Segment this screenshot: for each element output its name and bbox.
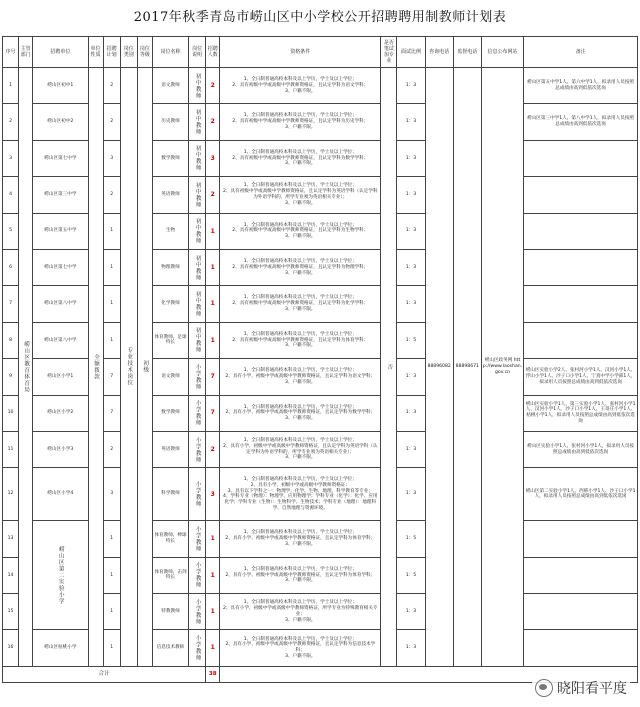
header-exam: 是否笔试加专业 (381, 37, 397, 68)
cell-ratio: 1：3 (397, 177, 425, 213)
cell-unit: 崂山区小学1 (33, 359, 88, 395)
cell-num: 2 (206, 68, 220, 104)
cell-post-desc (189, 104, 206, 140)
cond-line: 2、具有小学、初级中学或高级中学教师资格证，且认定学科为英语学科（认定学科为外语学科的，所学专业须为英语相关专业）； (223, 443, 378, 455)
table-header-row (3, 37, 638, 68)
cond-line: 1、全日制普通高校本科及以上学历，学士及以上学位； (243, 222, 357, 228)
cell-cond (220, 249, 381, 285)
cell-unit: 崂山区第七中学 (33, 249, 88, 285)
cell-post-desc (189, 213, 206, 249)
post-desc-text: 小学教师 (194, 363, 201, 390)
cell-post-name: 体育教师、棒球特长 (152, 521, 188, 557)
cond-line: 2、具有初级中学或高级中学教师资格证，且认定学科为生物学科； (232, 228, 369, 234)
header-post-cat: 岗位类别 (120, 37, 137, 68)
cell-unit: 崂山区第三中学 (33, 177, 88, 213)
table-body (3, 68, 638, 683)
cond-line: 3、户籍不限。 (285, 343, 316, 349)
cond-line: 2、具有初级中学或高级中学教师资格证，且认定学科为物理学科； (232, 264, 369, 270)
header-ratio: 面试比例 (397, 37, 425, 68)
cell-post-level-text: 初级 (142, 360, 149, 374)
cell-post-name: 语文教师 (152, 68, 188, 104)
cond-line: 1、全日制普通高校本科及以上学历，学士及以上学位； (243, 566, 357, 572)
cell-note (524, 213, 638, 249)
cond-line: 3、户籍不限。 (285, 234, 316, 240)
cond-line: 3、户籍不限。 (285, 270, 316, 276)
cell-ratio: 1：5 (397, 521, 425, 557)
header-super-tel: 监督电话 (453, 37, 481, 68)
cell-note: 崂山区第二实验小学1人、西韩小学1人、沙子口小学1人，拟录用人员按照总成绩由高到低依次选岗 (524, 468, 638, 521)
cond-line: 3、户籍不限。 (285, 200, 316, 206)
cell-seq: 1 (3, 68, 19, 104)
cell-post-desc (189, 359, 206, 395)
header-dept: 主管部门 (19, 37, 33, 68)
cond-line: 3、户籍不限。 (285, 416, 316, 422)
post-desc-text: 初中教师 (194, 291, 201, 318)
post-desc-text: 小学教师 (194, 481, 201, 508)
cell-exam-text: 否 (386, 363, 393, 371)
cell-num: 1 (206, 630, 220, 666)
cell-ratio: 1：3 (397, 68, 425, 104)
recruitment-table (2, 36, 638, 683)
cell-plan: 1 (103, 249, 120, 285)
cell-ratio: 1：3 (397, 140, 425, 176)
cell-plan: 7 (103, 359, 120, 395)
cell-cond (220, 286, 381, 322)
header-seq: 序号 (3, 37, 19, 68)
header-cond: 资格条件 (220, 37, 381, 68)
post-desc-text: 小学教师 (194, 436, 201, 463)
cell-num: 7 (206, 395, 220, 431)
cell-unit-group (33, 521, 88, 630)
cond-line: 1、全日制普通高校本科及以上学历，学士及以上学位； (243, 530, 357, 536)
cell-seq: 13 (3, 521, 19, 557)
cond-line: 1、全日制普通高校本科及以上学历，学士及以上学位； (243, 477, 357, 483)
cell-post-level (137, 68, 152, 667)
cell-nature (88, 68, 103, 667)
cell-post-desc (189, 521, 206, 557)
cond-line: 4、学科专业（物理）：物理学、应用物理学；学科专业（化学）：化学、应用化学；学科专业（生物）：生物科学、生物技术；学科专业（地理）：地理科学、自然地理与资源环境。 (223, 494, 378, 511)
cond-line: 2、具有初级中学或高级中学教师资格证，且认定学科为化学学科； (232, 301, 369, 307)
cond-line: 3、户籍不限。 (285, 124, 316, 130)
cell-plan: 2 (103, 104, 120, 140)
cell-post-name: 英语教师 (152, 177, 188, 213)
cell-seq: 12 (3, 468, 19, 521)
cell-plan: 3 (103, 468, 120, 521)
post-desc-text: 初中教师 (194, 327, 201, 354)
cond-line: 1、全日制普通高校本科及以上学历，学士及以上学位； (243, 404, 357, 410)
cond-line: 1、全日制普通高校本科及以上学历，学士及以上学位； (243, 295, 357, 301)
cell-seq: 7 (3, 286, 19, 322)
cond-line: 3、户籍不限。 (285, 455, 316, 461)
cell-seq: 6 (3, 249, 19, 285)
cond-line: 2、具有初级中学或高级中学教师资格证，且认定学科为历史学科； (232, 119, 369, 125)
cell-unit: 崂山区初中1 (33, 68, 88, 104)
cell-seq: 9 (3, 359, 19, 395)
header-site: 信息公布网站 (481, 37, 523, 68)
cell-seq: 11 (3, 431, 19, 467)
cell-num: 2 (206, 177, 220, 213)
cond-line: 1、全日制普通高校本科及以上学历，学士及以上学位； (243, 149, 357, 155)
cell-post-cat (120, 68, 137, 667)
cond-line: 2、具有小学、初级中学或高级中学教师资格证，且认定学科为信息技术学科； (225, 642, 376, 654)
cell-note (524, 177, 638, 213)
cell-ratio: 1：3 (397, 359, 425, 395)
total-num: 38 (206, 666, 220, 682)
cell-note (524, 286, 638, 322)
cond-line: 2、具有初级中学或高级中学教师资格证，且认定学科为语文学科； (232, 82, 369, 88)
post-desc-text: 小学教师 (194, 562, 201, 589)
cell-note (524, 521, 638, 557)
cell-cond (220, 213, 381, 249)
cond-line: 1、全日制普通高校本科及以上学历，学士及以上学位； (243, 600, 357, 606)
cell-plan: 1 (103, 286, 120, 322)
cond-line: 1、全日制普通高校本科及以上学历，学士及以上学位； (243, 113, 357, 119)
cond-line: 2、具有小学、初级中学或高级中学教师资格证，且认定学科为数学学科； (225, 410, 376, 416)
cell-cond (220, 395, 381, 431)
cell-post-name: 英语教师 (152, 431, 188, 467)
cell-plan: 7 (103, 395, 120, 431)
cell-post-desc (189, 594, 206, 630)
cell-note (524, 249, 638, 285)
cell-post-name: 体育教师、足球特长 (152, 322, 188, 358)
cell-seq: 4 (3, 177, 19, 213)
cell-unit-group-text: 崂山区第二实验小学 (57, 546, 64, 605)
post-desc-text: 初中教师 (194, 145, 201, 172)
cell-note (524, 140, 638, 176)
cell-num: 1 (206, 521, 220, 557)
cell-num: 1 (206, 594, 220, 630)
cell-seq: 2 (3, 104, 19, 140)
cell-cond (220, 140, 381, 176)
cell-num: 1 (206, 557, 220, 593)
post-desc-text: 初中教师 (194, 218, 201, 245)
cell-nature-text: 全额拨款 (93, 353, 99, 380)
cell-cond (220, 104, 381, 140)
cell-site: 崂山区政务网 http://www.laoshan.gov.cn (481, 68, 523, 667)
post-desc-text: 初中教师 (194, 109, 201, 136)
cell-post-desc (189, 286, 206, 322)
cell-plan: 1 (103, 521, 120, 557)
cell-unit: 崂山区小学3 (33, 431, 88, 467)
cell-ratio: 1：3 (397, 594, 425, 630)
cell-ratio: 1：3 (397, 286, 425, 322)
header-post-name: 岗位名称 (152, 37, 188, 68)
cell-post-desc (189, 249, 206, 285)
cond-line: 2、具有初级中学或高级中学教师资格证，且认定学科为数学学科； (232, 155, 369, 161)
cell-unit: 崂山区第七中学 (33, 140, 88, 176)
cond-line: 1、全日制普通高校本科及以上学历，学士及以上学位； (243, 636, 357, 642)
cell-exam (381, 68, 397, 667)
watermark-text: 晓阳看平度 (557, 681, 627, 697)
cell-post-name: 体育教师、击剑特长 (152, 557, 188, 593)
cond-line: 1、全日制普通高校本科及以上学历，学士及以上学位； (243, 368, 357, 374)
cell-post-name: 数学教师 (152, 395, 188, 431)
cell-post-name: 历史教师 (152, 104, 188, 140)
post-desc-text: 小学教师 (194, 598, 201, 625)
cell-post-name: 语文教师 (152, 359, 188, 395)
cell-post-name: 信息技术教师 (152, 630, 188, 666)
cell-post-name: 生物 (152, 213, 188, 249)
cond-line: 1、全日制普通高校本科及以上学历，学士及以上学位； (243, 438, 357, 444)
cond-line: 2、具有小学、初级中学或高级中学教师资格证，且认定学科为体育学科； (225, 536, 376, 542)
post-desc-text: 小学教师 (194, 525, 201, 552)
cell-num: 3 (206, 140, 220, 176)
cell-unit: 崂山区第五中学 (33, 213, 88, 249)
cell-plan: 2 (103, 68, 120, 104)
cell-seq: 14 (3, 557, 19, 593)
cell-note (524, 322, 638, 358)
cond-line: 3、具有以下学科之一：物理学、化学、生物、地理、科学教育等专业； (227, 488, 373, 494)
cell-super-tel: 88898671 (453, 68, 481, 667)
cell-post-name: 化学教师 (152, 286, 188, 322)
cell-plan: 1 (103, 630, 120, 666)
post-desc-text: 初中教师 (194, 254, 201, 281)
cell-unit: 崂山区小学4 (33, 468, 88, 521)
cond-line: 3、户籍不限。 (285, 617, 316, 623)
post-desc-text: 小学教师 (194, 635, 201, 662)
cell-seq: 5 (3, 213, 19, 249)
cell-note: 崂山区实验小学1人、第三实验小学1人、张村河小学1人、汉河小学1人、沙子口小学1人、王哥庄小学1人、枯桃小学1人，拟录用人员按照总成绩由高到低依次选岗 (524, 395, 638, 431)
cond-line: 1、全日制普通高校本科及以上学历，学士及以上学位； (243, 77, 357, 83)
cell-post-desc (189, 468, 206, 521)
cond-line: 2、具有初级中学或高级中学教师资格证，且认定学科为体育学科； (232, 337, 369, 343)
cell-note (524, 557, 638, 593)
post-desc-text: 小学教师 (194, 400, 201, 427)
cell-ratio: 1：3 (397, 213, 425, 249)
post-desc-text: 初中教师 (194, 72, 201, 99)
cell-post-name: 科学教师 (152, 468, 188, 521)
cell-note: 崂山区第五中学1人、第六中学1人，拟录用人员按照总成绩由高到低依次选岗 (524, 68, 638, 104)
cell-num: 1 (206, 213, 220, 249)
watermark (532, 677, 630, 699)
cell-ratio: 1：3 (397, 249, 425, 285)
cell-cond (220, 557, 381, 593)
cell-plan: 1 (103, 557, 120, 593)
cell-post-desc (189, 395, 206, 431)
cell-plan: 2 (103, 431, 120, 467)
cond-line: 3、户籍不限。 (285, 88, 316, 94)
cell-plan: 1 (103, 594, 120, 630)
cell-post-cat-text: 专业技术岗位 (126, 347, 133, 387)
cell-unit: 崂山区枯桃小学 (33, 630, 88, 666)
cell-seq: 3 (3, 140, 19, 176)
cell-num: 1 (206, 322, 220, 358)
header-unit: 招聘单位 (33, 37, 88, 68)
cell-num: 2 (206, 104, 220, 140)
cell-cond (220, 322, 381, 358)
cell-unit: 崂山区初中2 (33, 104, 88, 140)
cell-unit: 崂山区小学2 (33, 395, 88, 431)
header-consult-tel: 咨询电话 (425, 37, 453, 68)
cell-seq: 10 (3, 395, 19, 431)
header-plan: 招聘计划 (103, 37, 120, 68)
cond-line: 3、户籍不限。 (285, 161, 316, 167)
cond-line: 2、具有小学、初级中学或高级中学教师资格证，且认定学科为语文学科； (225, 373, 376, 379)
cond-line: 1、全日制普通高校本科及以上学历，学士及以上学位； (243, 331, 357, 337)
cell-post-name: 数学教师 (152, 140, 188, 176)
cond-line: 2、具有小学、初级中学或高级中学教师资格证，所学专业为特殊教育相关专业； (223, 606, 378, 617)
cell-note: 崂山区实验小学2人、张村河小学1人、汉河小学1人、浮山小学1人、沙子口小学1人、宁真中学小学部1人，拟录用人员按照总成绩由高到低依次选岗 (524, 359, 638, 395)
cell-dept-text: 崂山区教育体育局 (23, 340, 30, 393)
cell-dept (19, 68, 33, 667)
cell-post-name: 物理教师 (152, 249, 188, 285)
cell-ratio: 1：5 (397, 557, 425, 593)
cell-cond (220, 359, 381, 395)
cell-post-desc (189, 68, 206, 104)
cell-plan: 3 (103, 140, 120, 176)
cell-plan: 2 (103, 177, 120, 213)
cell-cond (220, 468, 381, 521)
cell-post-desc (189, 431, 206, 467)
cell-ratio: 1：3 (397, 431, 425, 467)
cell-note (524, 630, 638, 666)
cell-num: 7 (206, 359, 220, 395)
document-title: 2017年秋季青岛市崂山区中小学校公开招聘聘用制教师计划表 (133, 10, 507, 25)
cell-seq: 16 (3, 630, 19, 666)
cell-unit: 崂山区第八中学 (33, 322, 88, 358)
cond-line: 3、户籍不限。 (285, 578, 316, 584)
header-num: 招聘人数 (206, 37, 220, 68)
cell-num: 1 (206, 286, 220, 322)
cond-line: 2、具有小学、初级中学或高级中学教师资格证； (250, 482, 350, 488)
cond-line: 2、具有初级中学或高级中学教师资格证，且认定学科为英语学科（认定学科为外语学科的，所学专业须为英语相关专业）； (223, 189, 378, 200)
cell-cond (220, 630, 381, 666)
cell-post-desc (189, 557, 206, 593)
cell-cond (220, 68, 381, 104)
cell-num: 1 (206, 249, 220, 285)
cond-line: 3、户籍不限。 (285, 541, 316, 547)
cell-post-desc (189, 322, 206, 358)
cell-plan: 1 (103, 213, 120, 249)
cond-line: 3、户籍不限。 (285, 653, 316, 659)
cond-line: 3、户籍不限。 (285, 306, 316, 312)
cell-num: 3 (206, 468, 220, 521)
cond-line: 1、全日制普通高校本科及以上学历，学士及以上学位； (243, 183, 357, 189)
cond-line: 1、全日制普通高校本科及以上学历，学士及以上学位； (243, 259, 357, 265)
cell-ratio: 1：5 (397, 322, 425, 358)
header-post-level: 岗位等级 (137, 37, 152, 68)
cell-cond (220, 594, 381, 630)
wechat-icon (535, 679, 553, 697)
cond-line: 2、具有小学、初级中学或高级中学教师资格证，且认定学科为体育学科； (225, 572, 376, 578)
cell-ratio: 1：3 (397, 395, 425, 431)
cell-cond (220, 177, 381, 213)
total-label: 合计 (3, 666, 206, 682)
cell-note: 崂山区第三中学1人、第八中学1人，拟录用人员按照总成绩由高到低依次选岗 (524, 104, 638, 140)
cell-post-desc (189, 140, 206, 176)
header-nature: 单位性质 (88, 37, 103, 68)
cell-note (524, 594, 638, 630)
cell-ratio: 1：3 (397, 630, 425, 666)
cell-note: 崂山区实验小学1人、张村河小学1人，拟录用人员按照总成绩由高到低依次选岗 (524, 431, 638, 467)
cell-consult-tel: 88896082 (425, 68, 453, 667)
cell-seq: 8 (3, 322, 19, 358)
cell-post-desc (189, 177, 206, 213)
cond-line: 3、户籍不限。 (285, 379, 316, 385)
cell-cond (220, 521, 381, 557)
post-desc-text: 初中教师 (194, 181, 201, 208)
cell-unit: 崂山区第八中学 (33, 286, 88, 322)
cell-ratio: 1：3 (397, 468, 425, 521)
cell-post-name: 特教教师 (152, 594, 188, 630)
cell-num: 2 (206, 431, 220, 467)
cell-cond (220, 431, 381, 467)
cell-post-desc (189, 630, 206, 666)
cell-ratio: 1：3 (397, 104, 425, 140)
cell-seq: 15 (3, 594, 19, 630)
header-note: 备注 (524, 37, 638, 68)
header-post-desc: 岗位说明 (189, 37, 206, 68)
table-row (3, 68, 638, 104)
cell-plan: 1 (103, 322, 120, 358)
